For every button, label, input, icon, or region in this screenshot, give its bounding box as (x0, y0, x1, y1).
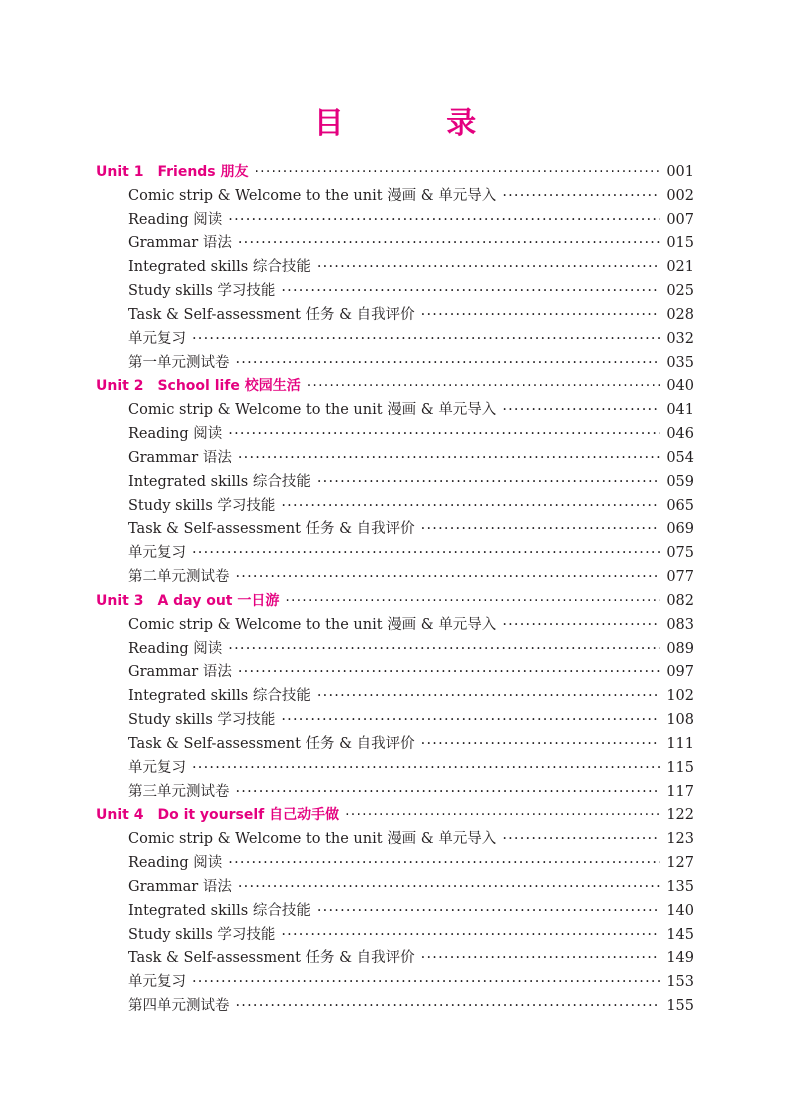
page-number: 021 (666, 259, 694, 276)
page-number: 015 (666, 235, 694, 252)
unit-name: Do it yourself 自己动手做 (157, 807, 340, 824)
toc-unit-row[interactable] (96, 161, 694, 185)
entry-label: Reading 阅读 (128, 640, 223, 657)
dot-leader (307, 375, 661, 399)
toc-entry-row[interactable] (96, 352, 694, 376)
entry-label: Integrated skills 综合技能 (128, 259, 311, 276)
toc-entry-row[interactable] (96, 447, 694, 471)
unit-number: Unit 4 (96, 807, 144, 824)
dot-leader (421, 947, 661, 971)
entry-label: Comic strip & Welcome to the unit 漫画 & 单元导入 (128, 831, 497, 848)
page-number: 155 (666, 997, 694, 1014)
dot-leader (502, 828, 660, 852)
toc-entry-row[interactable] (96, 947, 694, 971)
toc-entry-row[interactable] (96, 900, 694, 924)
page-number: 127 (666, 855, 694, 872)
entry-label: Reading 阅读 (128, 855, 223, 872)
page-number: 040 (666, 378, 694, 395)
entry-label: Task & Self-assessment 任务 & 自我评价 (128, 306, 415, 323)
dot-leader (228, 209, 660, 233)
dot-leader (236, 566, 661, 590)
toc-entry-row[interactable] (96, 280, 694, 304)
dot-leader (236, 995, 661, 1019)
entry-label: Reading 阅读 (128, 211, 223, 228)
toc-entry-row[interactable] (96, 852, 694, 876)
unit-name: A day out 一日游 (157, 592, 280, 609)
page-number: 007 (666, 211, 694, 228)
page-number: 032 (666, 330, 694, 347)
entry-label: Grammar 语法 (128, 878, 232, 895)
dot-leader (192, 542, 660, 566)
unit-name: School life 校园生活 (157, 378, 301, 395)
dot-leader (192, 757, 660, 781)
toc-entry-row[interactable] (96, 328, 694, 352)
toc-entry-row[interactable] (96, 971, 694, 995)
entry-label: Study skills 学习技能 (128, 712, 276, 729)
page-number: 041 (666, 402, 694, 419)
entry-label: Study skills 学习技能 (128, 497, 276, 514)
page-number: 145 (666, 926, 694, 943)
unit-heading (96, 590, 285, 614)
page-number: 059 (666, 473, 694, 490)
page-number: 089 (666, 640, 694, 657)
page-number: 002 (666, 187, 694, 204)
entry-label: Task & Self-assessment 任务 & 自我评价 (128, 950, 415, 967)
toc-entry-row[interactable] (96, 995, 694, 1019)
toc-entry-row[interactable] (96, 709, 694, 733)
entry-label: Reading 阅读 (128, 426, 223, 443)
dot-leader (317, 471, 660, 495)
entry-label: Grammar 语法 (128, 449, 232, 466)
dot-leader (317, 900, 660, 924)
page-number: 108 (666, 712, 694, 729)
toc-entry-row[interactable] (96, 399, 694, 423)
dot-leader (421, 733, 661, 757)
entry-label: Integrated skills 综合技能 (128, 688, 311, 705)
page-number: 097 (666, 664, 694, 681)
dot-leader (238, 661, 660, 685)
toc-entry-row[interactable] (96, 471, 694, 495)
page-number: 065 (666, 497, 694, 514)
dot-leader (317, 685, 660, 709)
entry-label: Study skills 学习技能 (128, 283, 276, 300)
entry-label: Comic strip & Welcome to the unit 漫画 & 单元导入 (128, 616, 497, 633)
page-number: 122 (666, 807, 694, 824)
toc-unit-row[interactable] (96, 804, 694, 828)
unit-heading (96, 161, 255, 185)
dot-leader (502, 614, 660, 638)
page-number: 083 (666, 616, 694, 633)
entry-label: Grammar 语法 (128, 664, 232, 681)
page-number: 025 (666, 283, 694, 300)
unit-name: Friends 朋友 (157, 164, 249, 180)
page-number: 135 (666, 878, 694, 895)
page-number: 077 (666, 569, 694, 586)
page-number: 075 (666, 545, 694, 562)
entry-label: 第二单元测试卷 (128, 569, 230, 586)
entry-label: 单元复习 (128, 759, 186, 776)
toc-entry-row[interactable] (96, 209, 694, 233)
entry-label: 单元复习 (128, 974, 186, 991)
dot-leader (238, 232, 660, 256)
dot-leader (502, 399, 660, 423)
dot-leader (502, 185, 660, 209)
dot-leader (281, 280, 660, 304)
dot-leader (236, 781, 661, 805)
toc-entry-row[interactable] (96, 542, 694, 566)
toc-unit-row[interactable] (96, 375, 694, 399)
entry-label: 第三单元测试卷 (128, 783, 230, 800)
dot-leader (281, 924, 660, 948)
unit-number: Unit 1 (96, 164, 144, 180)
page-number: 111 (666, 735, 694, 752)
entry-label: Integrated skills 综合技能 (128, 902, 311, 919)
unit-heading (96, 804, 345, 828)
toc-entry-row[interactable] (96, 566, 694, 590)
dot-leader (192, 328, 660, 352)
dot-leader (421, 304, 661, 328)
page-number: 117 (666, 783, 694, 800)
page-number: 001 (666, 164, 694, 180)
entry-label: Task & Self-assessment 任务 & 自我评价 (128, 521, 415, 538)
entry-label: 单元复习 (128, 545, 186, 562)
page-number: 115 (666, 759, 694, 776)
page-number: 153 (666, 974, 694, 991)
toc-entry-row[interactable] (96, 256, 694, 280)
entry-label: 第四单元测试卷 (128, 997, 230, 1014)
unit-number: Unit 2 (96, 378, 144, 395)
page-number: 069 (666, 521, 694, 538)
page-number: 082 (666, 592, 694, 609)
dot-leader (281, 495, 660, 519)
toc-entry-row[interactable] (96, 518, 694, 542)
dot-leader (285, 590, 660, 614)
dot-leader (228, 852, 660, 876)
toc-entry-row[interactable] (96, 638, 694, 662)
page-number: 123 (666, 831, 694, 848)
toc-entry-row[interactable] (96, 757, 694, 781)
page-title: 目 录 (313, 106, 523, 141)
toc-entry-row[interactable] (96, 924, 694, 948)
page-number: 054 (666, 449, 694, 466)
toc-entry-row[interactable] (96, 423, 694, 447)
page-number: 035 (666, 354, 694, 371)
toc-unit-row[interactable] (96, 590, 694, 614)
dot-leader (192, 971, 660, 995)
toc-entry-row[interactable] (96, 185, 694, 209)
toc-entry-row[interactable] (96, 614, 694, 638)
page-number: 102 (666, 688, 694, 705)
dot-leader (238, 447, 660, 471)
toc-entry-row[interactable] (96, 304, 694, 328)
toc-entry-row[interactable] (96, 876, 694, 900)
entry-label: Comic strip & Welcome to the unit 漫画 & 单元导入 (128, 187, 497, 204)
dot-leader (228, 638, 660, 662)
toc-entry-row[interactable] (96, 495, 694, 519)
entry-label: Integrated skills 综合技能 (128, 473, 311, 490)
entry-label: 单元复习 (128, 330, 186, 347)
entry-label: Study skills 学习技能 (128, 926, 276, 943)
toc-entry-row[interactable] (96, 685, 694, 709)
page-number: 149 (666, 950, 694, 967)
page-number: 046 (666, 426, 694, 443)
dot-leader (345, 804, 660, 828)
toc-entry-row[interactable] (96, 828, 694, 852)
entry-label: Comic strip & Welcome to the unit 漫画 & 单元导入 (128, 402, 497, 419)
toc-entry-row[interactable] (96, 781, 694, 805)
page-number: 028 (666, 306, 694, 323)
entry-label: Task & Self-assessment 任务 & 自我评价 (128, 735, 415, 752)
toc-entry-row[interactable] (96, 733, 694, 757)
page-number: 140 (666, 902, 694, 919)
dot-leader (317, 256, 660, 280)
dot-leader (421, 518, 661, 542)
unit-heading (96, 375, 307, 399)
dot-leader (236, 352, 661, 376)
dot-leader (281, 709, 660, 733)
toc-entry-row[interactable] (96, 232, 694, 256)
dot-leader (228, 423, 660, 447)
unit-number: Unit 3 (96, 592, 144, 609)
table-of-contents (96, 161, 694, 1019)
entry-label: 第一单元测试卷 (128, 354, 230, 371)
dot-leader (255, 161, 661, 185)
entry-label: Grammar 语法 (128, 235, 232, 252)
toc-entry-row[interactable] (96, 661, 694, 685)
dot-leader (238, 876, 660, 900)
